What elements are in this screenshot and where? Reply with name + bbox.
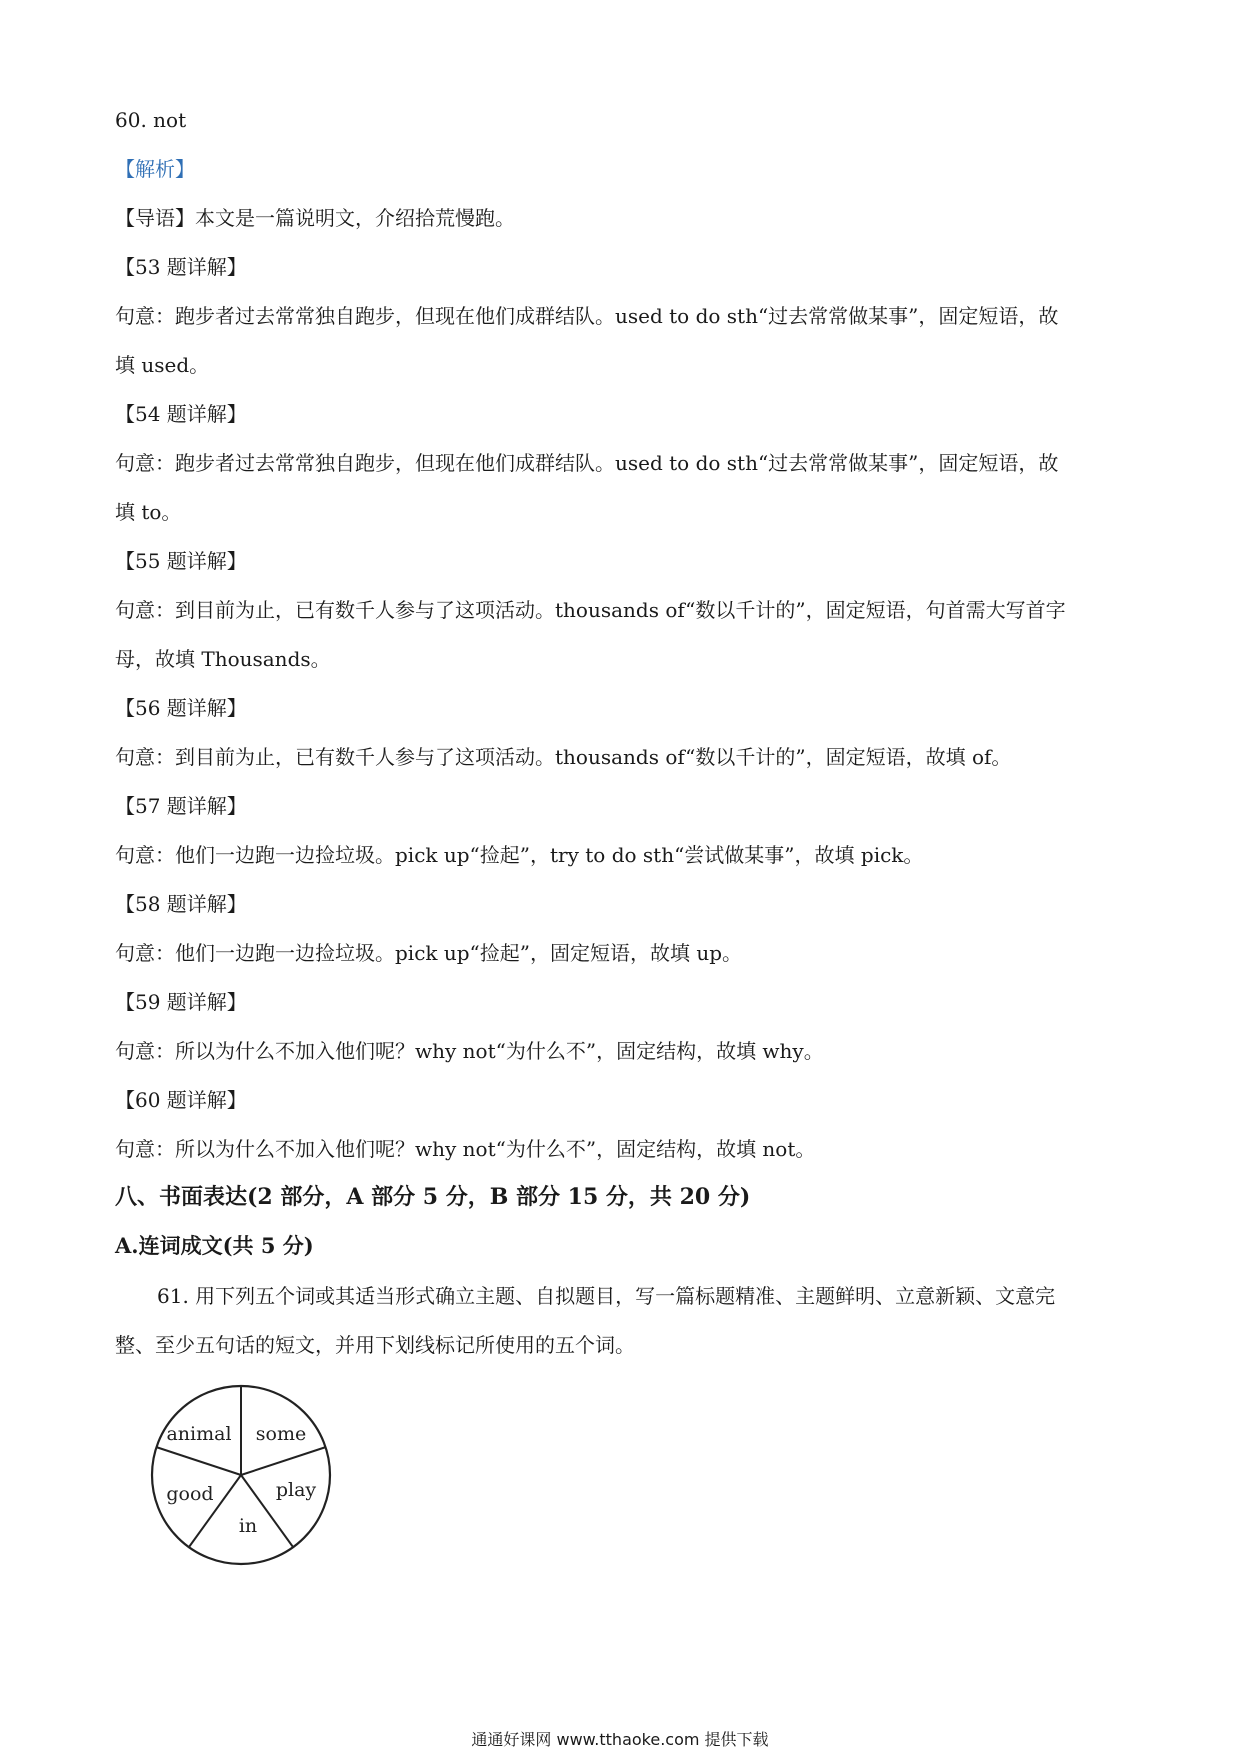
item-line: 句意：他们一边跑一边捡垃圾。pick up“捡起”，try to do sth“尝试做某事”，故填 pick。 <box>115 843 924 867</box>
item-line: 填 used。 <box>115 353 210 377</box>
wheel-word-play: play <box>275 1479 317 1501</box>
item-line: 句意：到目前为止，已有数千人参与了这项活动。thousands of“数以千计的”，固定短语，故填 of。 <box>115 745 1012 769</box>
word-wheel <box>148 1382 334 1568</box>
item-title: 【54 题详解】 <box>115 402 247 426</box>
item-title: 【53 题详解】 <box>115 255 247 279</box>
item-line: 句意：所以为什么不加入他们呢？why not“为什么不”，固定结构，故填 not。 <box>115 1137 816 1161</box>
analysis-label: 【解析】 <box>115 157 195 181</box>
wheel-word-good: good <box>166 1483 214 1505</box>
item-line: 句意：跑步者过去常常独自跑步，但现在他们成群结队。used to do sth“过去常常做某事”，固定短语，故 <box>115 451 1059 475</box>
item-line: 填 to。 <box>115 500 182 524</box>
wheel-word-some: some <box>255 1423 307 1445</box>
section-heading: 八、书面表达(2 部分，A 部分 5 分，B 部分 15 分，共 20 分) <box>115 1184 751 1210</box>
item-line: 句意：到目前为止，已有数千人参与了这项活动。thousands of“数以千计的”，固定短语，句首需大写首字 <box>115 598 1066 622</box>
item-title: 【57 题详解】 <box>115 794 247 818</box>
item-title: 【56 题详解】 <box>115 696 247 720</box>
item-title: 【60 题详解】 <box>115 1088 247 1112</box>
wheel-divider <box>156 1447 241 1475</box>
part-a-heading: A.连词成文(共 5 分) <box>115 1233 314 1258</box>
intro-text: 【导语】本文是一篇说明文，介绍拾荒慢跑。 <box>115 206 515 230</box>
item-title: 【58 题详解】 <box>115 892 247 916</box>
item-line: 句意：所以为什么不加入他们呢？why not“为什么不”，固定结构，故填 why。 <box>115 1039 824 1063</box>
page-footer: 通通好课网 www.tthaoke.com 提供下载 <box>471 1730 769 1749</box>
item-line: 句意：跑步者过去常常独自跑步，但现在他们成群结队。used to do sth“过去常常做某事”，固定短语，故 <box>115 304 1059 328</box>
wheel-divider <box>241 1447 326 1475</box>
wheel-word-animal: animal <box>166 1423 232 1445</box>
item-title: 【59 题详解】 <box>115 990 247 1014</box>
item-title: 【55 题详解】 <box>115 549 247 573</box>
answer-60: 60. not <box>115 108 187 132</box>
question-61-line-1: 61. 用下列五个词或其适当形式确立主题、自拟题目，写一篇标题精准、主题鲜明、立意新颖、文意完 <box>157 1284 1056 1308</box>
wheel-word-in: in <box>238 1515 258 1537</box>
item-line: 句意：他们一边跑一边捡垃圾。pick up“捡起”，固定短语，故填 up。 <box>115 941 743 965</box>
question-61-line-2: 整、至少五句话的短文，并用下划线标记所使用的五个词。 <box>115 1333 635 1357</box>
item-line: 母，故填 Thousands。 <box>115 647 331 671</box>
